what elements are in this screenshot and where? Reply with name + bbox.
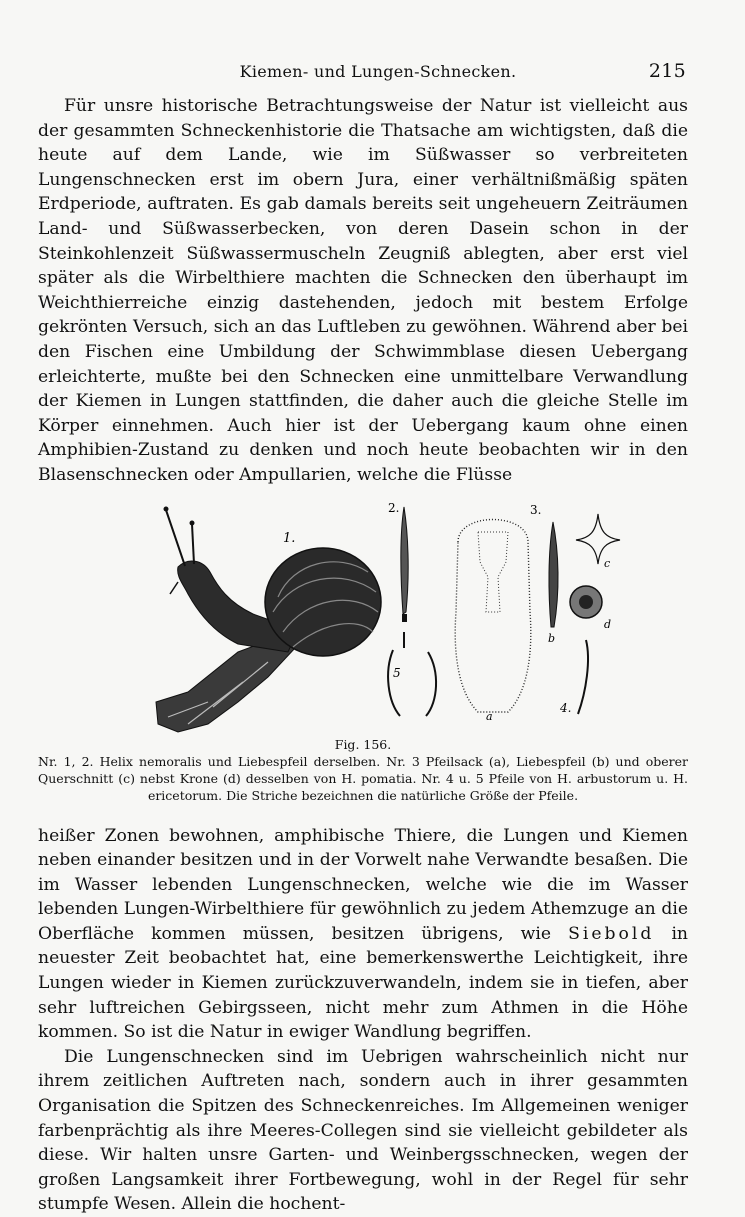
figure-label: Fig. 156. <box>334 736 392 752</box>
book-page <box>38 62 688 1217</box>
label-4: 4. <box>560 700 572 715</box>
label-2: 2. <box>388 501 400 515</box>
label-3: 3. <box>530 502 542 517</box>
label-5: 5 <box>393 665 401 680</box>
running-title: Kiemen- und Lungen-Schnecken. <box>239 62 517 81</box>
running-head <box>38 62 688 92</box>
label-a: a <box>486 709 493 723</box>
paragraph-2-part-2: in neuester Zeit beobachtet hat, eine bemerkenswerthe Leichtigkeit, ihre Lungen wieder in Kiemen zurückzuverwandeln, indem sie in tiefen, aber sehr luftreichen Gebirgsseen, nicht mehr zum Athmen in die Höhe kommen. So ist die Natur in ewiger Wandlung begriffen. <box>38 923 689 1043</box>
person-name-siebold: Siebold <box>568 923 655 944</box>
love-dart-2 <box>401 507 408 614</box>
figure-156 <box>38 502 688 734</box>
figure-caption-text: Nr. 1, 2. Helix nemoralis und Liebespfeil derselben. Nr. 3 Pfeilsack (a), Liebespfeil (b) und oberer Querschnitt (c) nebst Krone (d) desselben von H. pomatia. Nr. 4 u. 5 Pfeile von H. arbustorum u. H. ericetorum. Die Striche bezeichnen die natürliche Größe der Pfeile. <box>38 753 688 803</box>
snail-shell-drawing <box>265 548 381 656</box>
label-1: 1. <box>283 530 296 546</box>
dart-sac-drawing <box>455 519 531 712</box>
paragraph-2 <box>38 824 688 1045</box>
cross-section-c <box>576 514 620 564</box>
love-dart-b <box>549 522 558 627</box>
twig-drawing <box>156 637 296 732</box>
love-dart-4 <box>578 640 588 714</box>
paragraph-2-part-1: heißer Zonen bewohnen, amphibische Thiere, die Lungen und Kiemen neben einander besitzen und in der Vorwelt nahe Verwandte besaßen. Die im Wasser lebenden Lungenschnecken, welche wie die im Wasser lebenden Lungen-Wirbelthiere für gewöhnlich zu jedem Athemzuge an die Oberfläche kommen müssen, besitzen übrigens, wie <box>38 825 688 944</box>
figure-caption <box>38 736 688 804</box>
label-c: c <box>604 556 611 570</box>
paragraph-3: Die Lungenschnecken sind im Uebrigen wahrscheinlich nicht nur ihrem zeitlichen Auftreten nach, sondern auch in ihrer gesammten Organisation die Spitzen des Schneckenreiches. Im Allgemeinen weniger farbenprächtig als ihre Meeres-Collegen sind sie vielleicht gebildeter als diese. Wir halten unsre Garten- und Weinbergsschnecken, wegen der großen Langsamkeit ihrer Fortbewegung, wohl in der Regel für sehr stumpfe Wesen. Allein die hochent- <box>38 1046 688 1215</box>
snail-illustration <box>38 502 688 734</box>
paragraph-1: Für unsre historische Betrachtungsweise der Natur ist vielleicht aus der gesammten Schneckenhistorie die Thatsache am wichtigsten, daß die heute auf dem Lande, wie im Süßwasser so verbreiteten Lungenschnecken erst im obern Jura, einer verhältnißmäßig späten Erdperiode, auftraten. Es gab damals bereits seit ungeheuern Zeiträumen Land- und Süßwasserbecken, von deren Dasein schon in der Steinkohlenzeit Süßwassermuscheln Zeugniß ablegten, aber erst viel später als die Wirbelthiere machten die Schnecken den überhaupt im Weichthierreiche einzig dastehenden, jedoch mit bestem Erfolge gekrönten Versuch, sich an das Luftleben zu gewöhnen. Während aber bei den Fischen eine Umbildung der Schwimmblase diesen Uebergang erleichterte, mußte bei den Schnecken eine unmittelbare Verwandlung der Kiemen in Lungen stattfinden, die daher auch die gleiche Stelle im Körper einnehmen. Auch hier ist der Uebergang kaum ohne einen Amphibien-Zustand zu denken und noch heute beobachten wir in den Blasenschnecken oder Ampullarien, welche die Flüsse <box>38 96 688 485</box>
label-b: b <box>548 631 556 645</box>
label-d: d <box>604 617 612 631</box>
page-number: 215 <box>648 60 686 82</box>
